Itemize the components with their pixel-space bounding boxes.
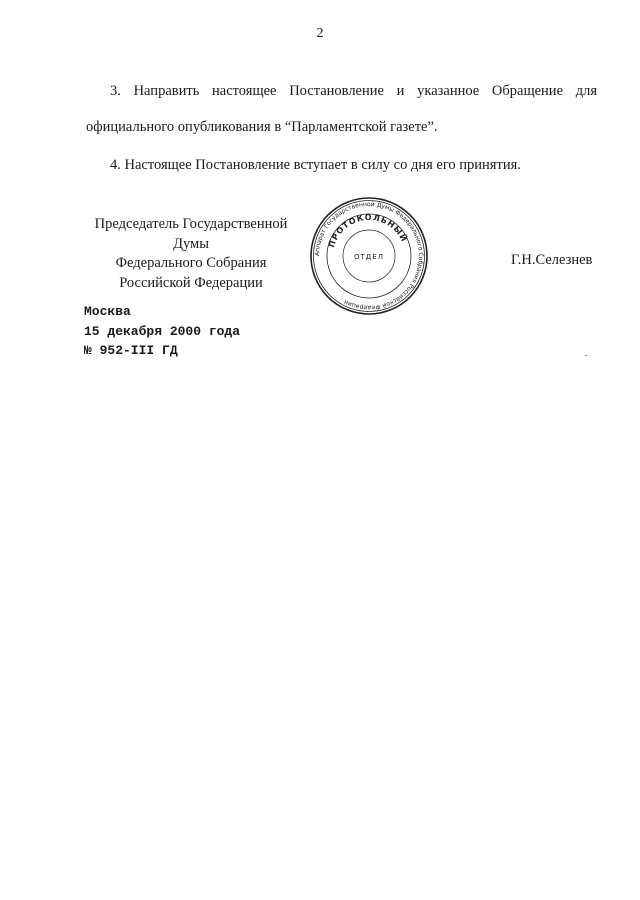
signature-title-line-1: Председатель Государственной Думы [94, 216, 288, 252]
stamp-outer-text: Аппарат Государственной Думы Федерального Собрания Российской Федерации [313, 200, 425, 312]
svg-text:ПРОТОКОЛЬНЫЙ [327, 213, 411, 249]
official-stamp [308, 195, 430, 317]
signature-title-line-3: Российской Федерации [119, 274, 263, 291]
scan-artifact [585, 355, 587, 356]
paragraph-4: 4. Настоящее Постановление вступает в силу со дня его принятия. [110, 157, 521, 173]
signature-title-line-2: Федерального Собрания [115, 255, 267, 271]
stamp-center-text: ОТДЕЛ [354, 253, 384, 261]
stamp-inner-text: ПРОТОКОЛЬНЫЙ [327, 212, 409, 249]
document-number: № 952-III ГД [84, 343, 178, 358]
paragraph-3-line-2: официального опубликования в “Парламентской газете”. [86, 119, 438, 135]
signature-block [86, 215, 296, 293]
paragraph-3-line-1: 3. Направить настоящее Постановление и указанное Обращение для [110, 83, 597, 99]
city: Москва [84, 304, 131, 319]
date: 15 декабря 2000 года [84, 324, 241, 339]
signatory-name: Г.Н.Селезнев [511, 252, 593, 268]
page-number: 2 [316, 26, 324, 41]
